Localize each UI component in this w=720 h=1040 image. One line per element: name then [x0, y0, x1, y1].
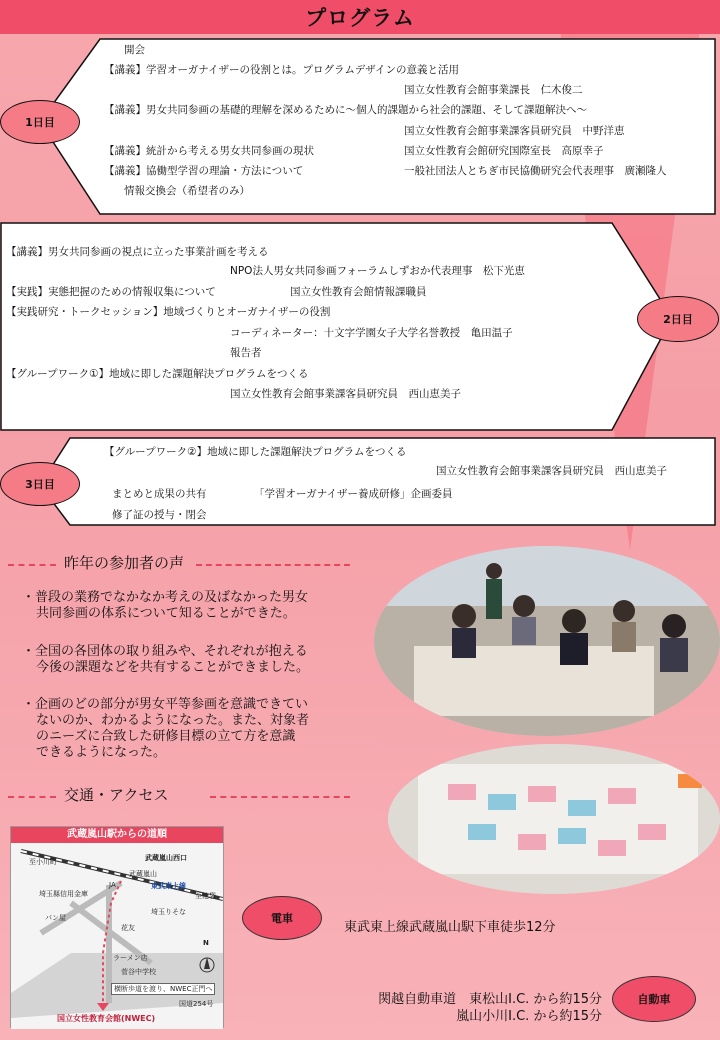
train-text: 東武東上線武蔵嵐山駅下車徒歩12分: [344, 920, 556, 935]
map-label: 菅谷中学校: [121, 968, 156, 976]
map-label: JA: [109, 881, 116, 889]
map-label: 武蔵嵐山: [129, 870, 157, 878]
day2-line: 【実践】実態把握のための情報収集について: [6, 286, 216, 298]
day1-line: 情報交換会（希望者のみ）: [124, 185, 250, 197]
voice-text: ・普段の業務でなかなか考えの及ばなかった男女: [22, 590, 309, 605]
voice-text: ないのか、わかるようになった。また、対象者: [36, 713, 310, 728]
voice-text: のニーズに合致した研修目標の立て方を意識: [36, 729, 296, 744]
day3-line: 【グループワーク②】地域に即した課題解決プログラムをつくる: [104, 446, 407, 458]
map-label: 埼玉りそな: [151, 908, 186, 916]
voice-text: ・企画のどの部分が男女平等参画を意識できてい: [22, 697, 309, 712]
map-label: パン屋: [45, 914, 66, 922]
car-text: 関越自動車道 東松山I.C. から約15分: [378, 992, 602, 1007]
day1-badge: 1日目: [0, 100, 80, 144]
day3-line: 「学習オーガナイザー養成研修」企画委員: [254, 488, 453, 500]
day3-line: まとめと成果の共有: [112, 488, 207, 500]
map-label: 国道254号: [179, 1000, 214, 1008]
day2-line: 【グループワーク①】地域に即した課題解決プログラムをつくる: [6, 368, 309, 380]
day2-badge: 2日目: [637, 296, 719, 342]
voice-text: 今後の課題などを共有することができました。: [36, 660, 310, 675]
voice-item: [22, 697, 309, 761]
title-bar: [0, 0, 720, 34]
map-label: 国立女性教育会館(NWEC): [57, 1014, 156, 1023]
map-label: ラーメン店: [113, 954, 148, 962]
day1-line: 国立女性教育会館事業課客員研究員 中野洋恵: [404, 125, 625, 137]
day1-line: 国立女性教育会館研究国際室長 高原幸子: [404, 145, 604, 157]
day1-line: 一般社団法人とちぎ市民協働研究会代表理事 廣瀬隆人: [404, 165, 667, 177]
car-text: 嵐山小川I.C. から約15分: [456, 1009, 602, 1024]
voice-item: [22, 590, 308, 622]
day2-line: 報告者: [230, 347, 262, 359]
page-title: プログラム: [305, 6, 415, 30]
day3-callout: [0, 437, 720, 527]
day1-line: 【講義】統計から考える男女共同参画の現状: [104, 145, 314, 157]
workshop-photo: [374, 546, 720, 736]
divider: [210, 796, 350, 798]
map-label: 至小川町: [29, 858, 57, 866]
day3-line: 修了証の授与・閉会: [112, 509, 207, 521]
day1-line: 国立女性教育会館事業課長 仁木俊二: [404, 84, 583, 96]
map-label: 東武東上線: [151, 882, 186, 890]
day2-line: 国立女性教育会館情報課職員: [290, 286, 427, 298]
map-label: 至池袋: [195, 892, 216, 900]
divider: [8, 796, 56, 798]
map-label: 武蔵嵐山西口: [145, 854, 187, 862]
day1-callout: [0, 38, 720, 218]
sticky-notes-photo: [388, 744, 720, 894]
day2-line: 国立女性教育会館事業課客員研究員 西山恵美子: [230, 388, 461, 400]
day1-line: 【講義】協働型学習の理論・方法について: [104, 165, 304, 177]
workshop-photo-image: [374, 546, 720, 736]
access-map: [10, 826, 224, 1028]
divider: [8, 564, 56, 566]
map-label: 横断歩道を渡り、NWEC正門へ: [111, 983, 215, 995]
voice-text: 共同参画の体系について知ることができた。: [36, 606, 296, 621]
voice-item: [22, 644, 309, 676]
map-label: 埼玉縣信用金庫: [39, 890, 88, 898]
day1-line: 【講義】学習オーガナイザーの役割とは。プログラムデザインの意義と活用: [104, 64, 460, 76]
north-icon: N: [203, 939, 209, 947]
map-label: 花友: [121, 924, 135, 932]
day1-line: 開会: [124, 44, 145, 56]
car-badge: 自動車: [612, 976, 696, 1022]
day2-line: コーディネーター：十文字学園女子大学名誉教授 亀田温子: [230, 327, 513, 339]
voice-text: できるようになった。: [36, 745, 167, 760]
map-title: 武蔵嵐山駅からの道順: [11, 827, 223, 843]
day2-callout: [0, 222, 720, 432]
divider: [196, 564, 350, 566]
access-heading: 交通・アクセス: [64, 786, 169, 804]
voices-heading: 昨年の参加者の声: [64, 554, 185, 572]
train-badge: 電車: [242, 896, 322, 940]
day1-line: 【講義】男女共同参画の基礎的理解を深めるために～個人的課題から社会的課題、そして課題解決へ～: [104, 104, 587, 116]
sticky-notes-photo-image: [388, 744, 720, 894]
day2-line: 【実践研究・トークセッション】地域づくりとオーガナイザーの役割: [6, 306, 331, 318]
day2-line: 【講義】男女共同参画の視点に立った事業計画を考える: [6, 246, 269, 258]
day3-badge: 3日目: [0, 462, 80, 506]
day3-line: 国立女性教育会館事業課客員研究員 西山恵美子: [436, 465, 667, 477]
day2-line: NPO法人男女共同参画フォーラムしずおか代表理事 松下光恵: [230, 265, 525, 277]
voice-text: ・全国の各団体の取り組みや、それぞれが抱える: [22, 644, 308, 659]
